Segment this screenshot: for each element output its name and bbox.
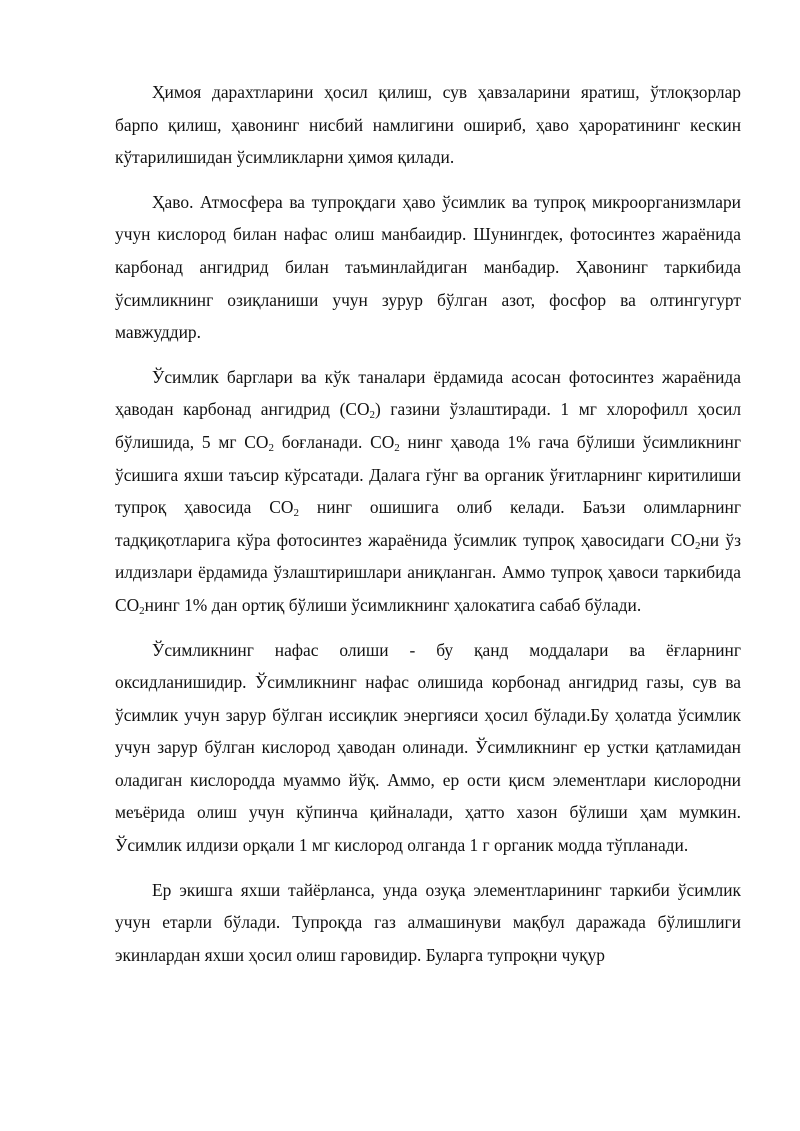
text-run: Ҳаво. Атмосфера ва тупроқдаги ҳаво ўсимлик ва тупроқ микроорганизмлари учун кислород билан нафас олиш манбаидир. Шунингдек, фотосинтез жараёнида карбонад ангидрид билан таъминлайдиган манбадир. Ҳавонинг таркибида ўсимликнинг озиқланиши учун зурур бўлган азот, фосфор ва олтингугурт мавжуддир.: [115, 191, 741, 343]
text-run: Ер экишга яхши тайёрланса, унда озуқа элементларининг таркиби ўсимлик учун етарли бўлади. Тупроқда газ алмашинуви мақбул даражада бўлишлиги экинлардан яхши ҳосил олиш гаровидир. Буларга тупроқни чуқур: [115, 879, 741, 965]
text-run: нинг 1% дан ортиқ бўлиши ўсимликнинг ҳалокатига сабаб бўлади.: [144, 594, 642, 615]
text-run: ) газини ўзлаштиради. 1 мг хлорофилл ҳосил бўлишида, 5 мг СО: [115, 399, 741, 452]
subscript: 2: [394, 441, 400, 454]
subscript: 2: [293, 507, 299, 520]
paragraph-5: [115, 874, 741, 972]
paragraph-3: [115, 361, 741, 622]
text-run: Ўсимликнинг нафас олиши - бу қанд моддалари ва ёғларнинг оксидланишидир. Ўсимликнинг нафас олишида корбонад ангидрид газы, сув ва ўсимлик учун зарур бўлган иссиқлик энергияси ҳосил бўлади.Бу ҳолатда ўсимлик учун зарур бўлган кислород ҳаводан олинади. Ўсимликнинг ер устки қатламидан оладиган кислородда муаммо йўқ. Аммо, ер ости қисм элементлари кислородни меъёрида олиш учун кўпинча қийналади, ҳатто хазон бўлиши ҳам мумкин. Ўсимлик илдизи орқали 1 мг кислород олганда 1 г органик модда тўпланади.: [115, 639, 741, 856]
subscript: 2: [139, 604, 145, 617]
subscript: 2: [694, 539, 701, 552]
paragraph-2: [115, 186, 741, 349]
text-run: боғланади. СО: [273, 431, 395, 452]
document-page: [115, 76, 741, 983]
text-run: Ўсимлик барглари ва кўк таналари ёрдамида асосан фотосинтез жараёнида ҳаводан карбонад ангидрид (СО: [115, 366, 741, 420]
text-run: нинг ошишига олиб келади. Баъзи олимларнинг тадқиқотларига кўра фотосинтез жараёнида ўсимлик тупроқ ҳавосидаги СО: [115, 497, 742, 550]
subscript: 2: [268, 441, 274, 454]
paragraph-4: [115, 634, 741, 862]
paragraph-1: [115, 76, 741, 174]
text-run: Ҳимоя дарахтларини ҳосил қилиш, сув ҳавзаларини яратиш, ўтлоқзорлар барпо қилиш, ҳавонинг нисбий намлигини ошириб, ҳаво ҳароратининг кескин кўтарилишидан ўсимликларни ҳимоя қилади.: [115, 82, 741, 168]
subscript: 2: [369, 409, 376, 422]
text-run: нинг ҳавода 1% гача бўлиши ўсимликнинг ўсишига яхши таъсир кўрсатади. Далага гўнг ва органик ўғитларнинг киритилиши тупроқ ҳавосида СО: [115, 431, 741, 518]
text-run: ни ўз илдизлари ёрдамида ўзлаштиришлари аниқланган. Аммо тупроқ ҳавоси таркибида СО: [115, 529, 742, 615]
